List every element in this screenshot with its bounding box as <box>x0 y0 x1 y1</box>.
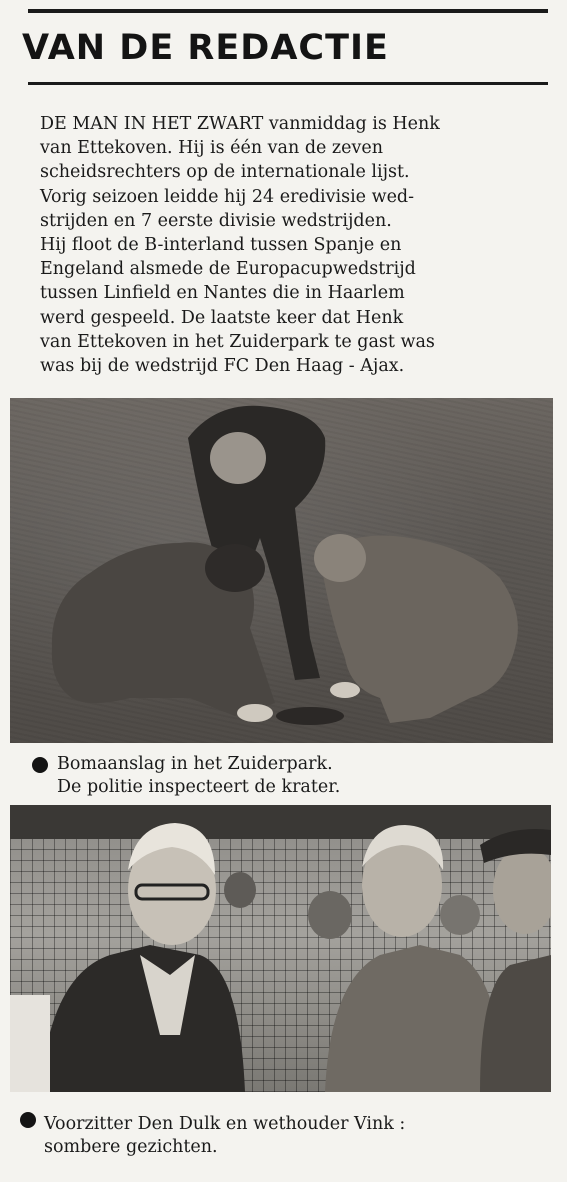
intro-line: DE MAN IN HET ZWART vanmiddag is Henk <box>40 114 440 134</box>
caption-line: De politie inspecteert de krater. <box>57 777 341 797</box>
officials-illustration <box>10 805 551 1092</box>
caption-bullet <box>20 1112 36 1128</box>
intro-line: werd gespeeld. De laatste keer dat Henk <box>40 307 404 328</box>
intro-paragraph <box>40 112 550 378</box>
photo-caption <box>44 1113 405 1159</box>
intro-line: van Ettekoven in het Zuiderpark te gast was <box>40 331 435 352</box>
intro-line: Hij floot de B-interland tussen Spanje en <box>40 235 402 256</box>
photo-caption <box>57 753 340 799</box>
intro-line: van Ettekoven. Hij is één van de zeven <box>40 138 384 159</box>
photo-officials <box>10 805 551 1092</box>
photo-pitch-inspection <box>10 398 553 743</box>
caption-line: sombere gezichten. <box>44 1137 218 1157</box>
heading-underline <box>28 82 548 85</box>
section-heading: VAN DE REDACTIE <box>22 28 389 68</box>
intro-line: strijden en 7 eerste divisie wedstrijden. <box>40 210 392 231</box>
caption-line: Bomaanslag in het Zuiderpark. <box>57 754 333 774</box>
intro-line: tussen Linfield en Nantes die in Haarlem <box>40 283 405 304</box>
caption-line: Voorzitter Den Dulk en wethouder Vink : <box>44 1114 406 1134</box>
top-rule <box>28 9 548 13</box>
intro-line: was bij de wedstrijd FC Den Haag - Ajax. <box>40 356 405 377</box>
intro-line: Vorig seizoen leidde hij 24 eredivisie wed- <box>40 186 415 207</box>
pitch-inspection-illustration <box>10 398 553 743</box>
intro-line: Engeland alsmede de Europacupwedstrijd <box>40 259 416 280</box>
caption-bullet <box>32 757 48 773</box>
intro-line: scheidsrechters op de internationale lijst. <box>40 162 410 183</box>
